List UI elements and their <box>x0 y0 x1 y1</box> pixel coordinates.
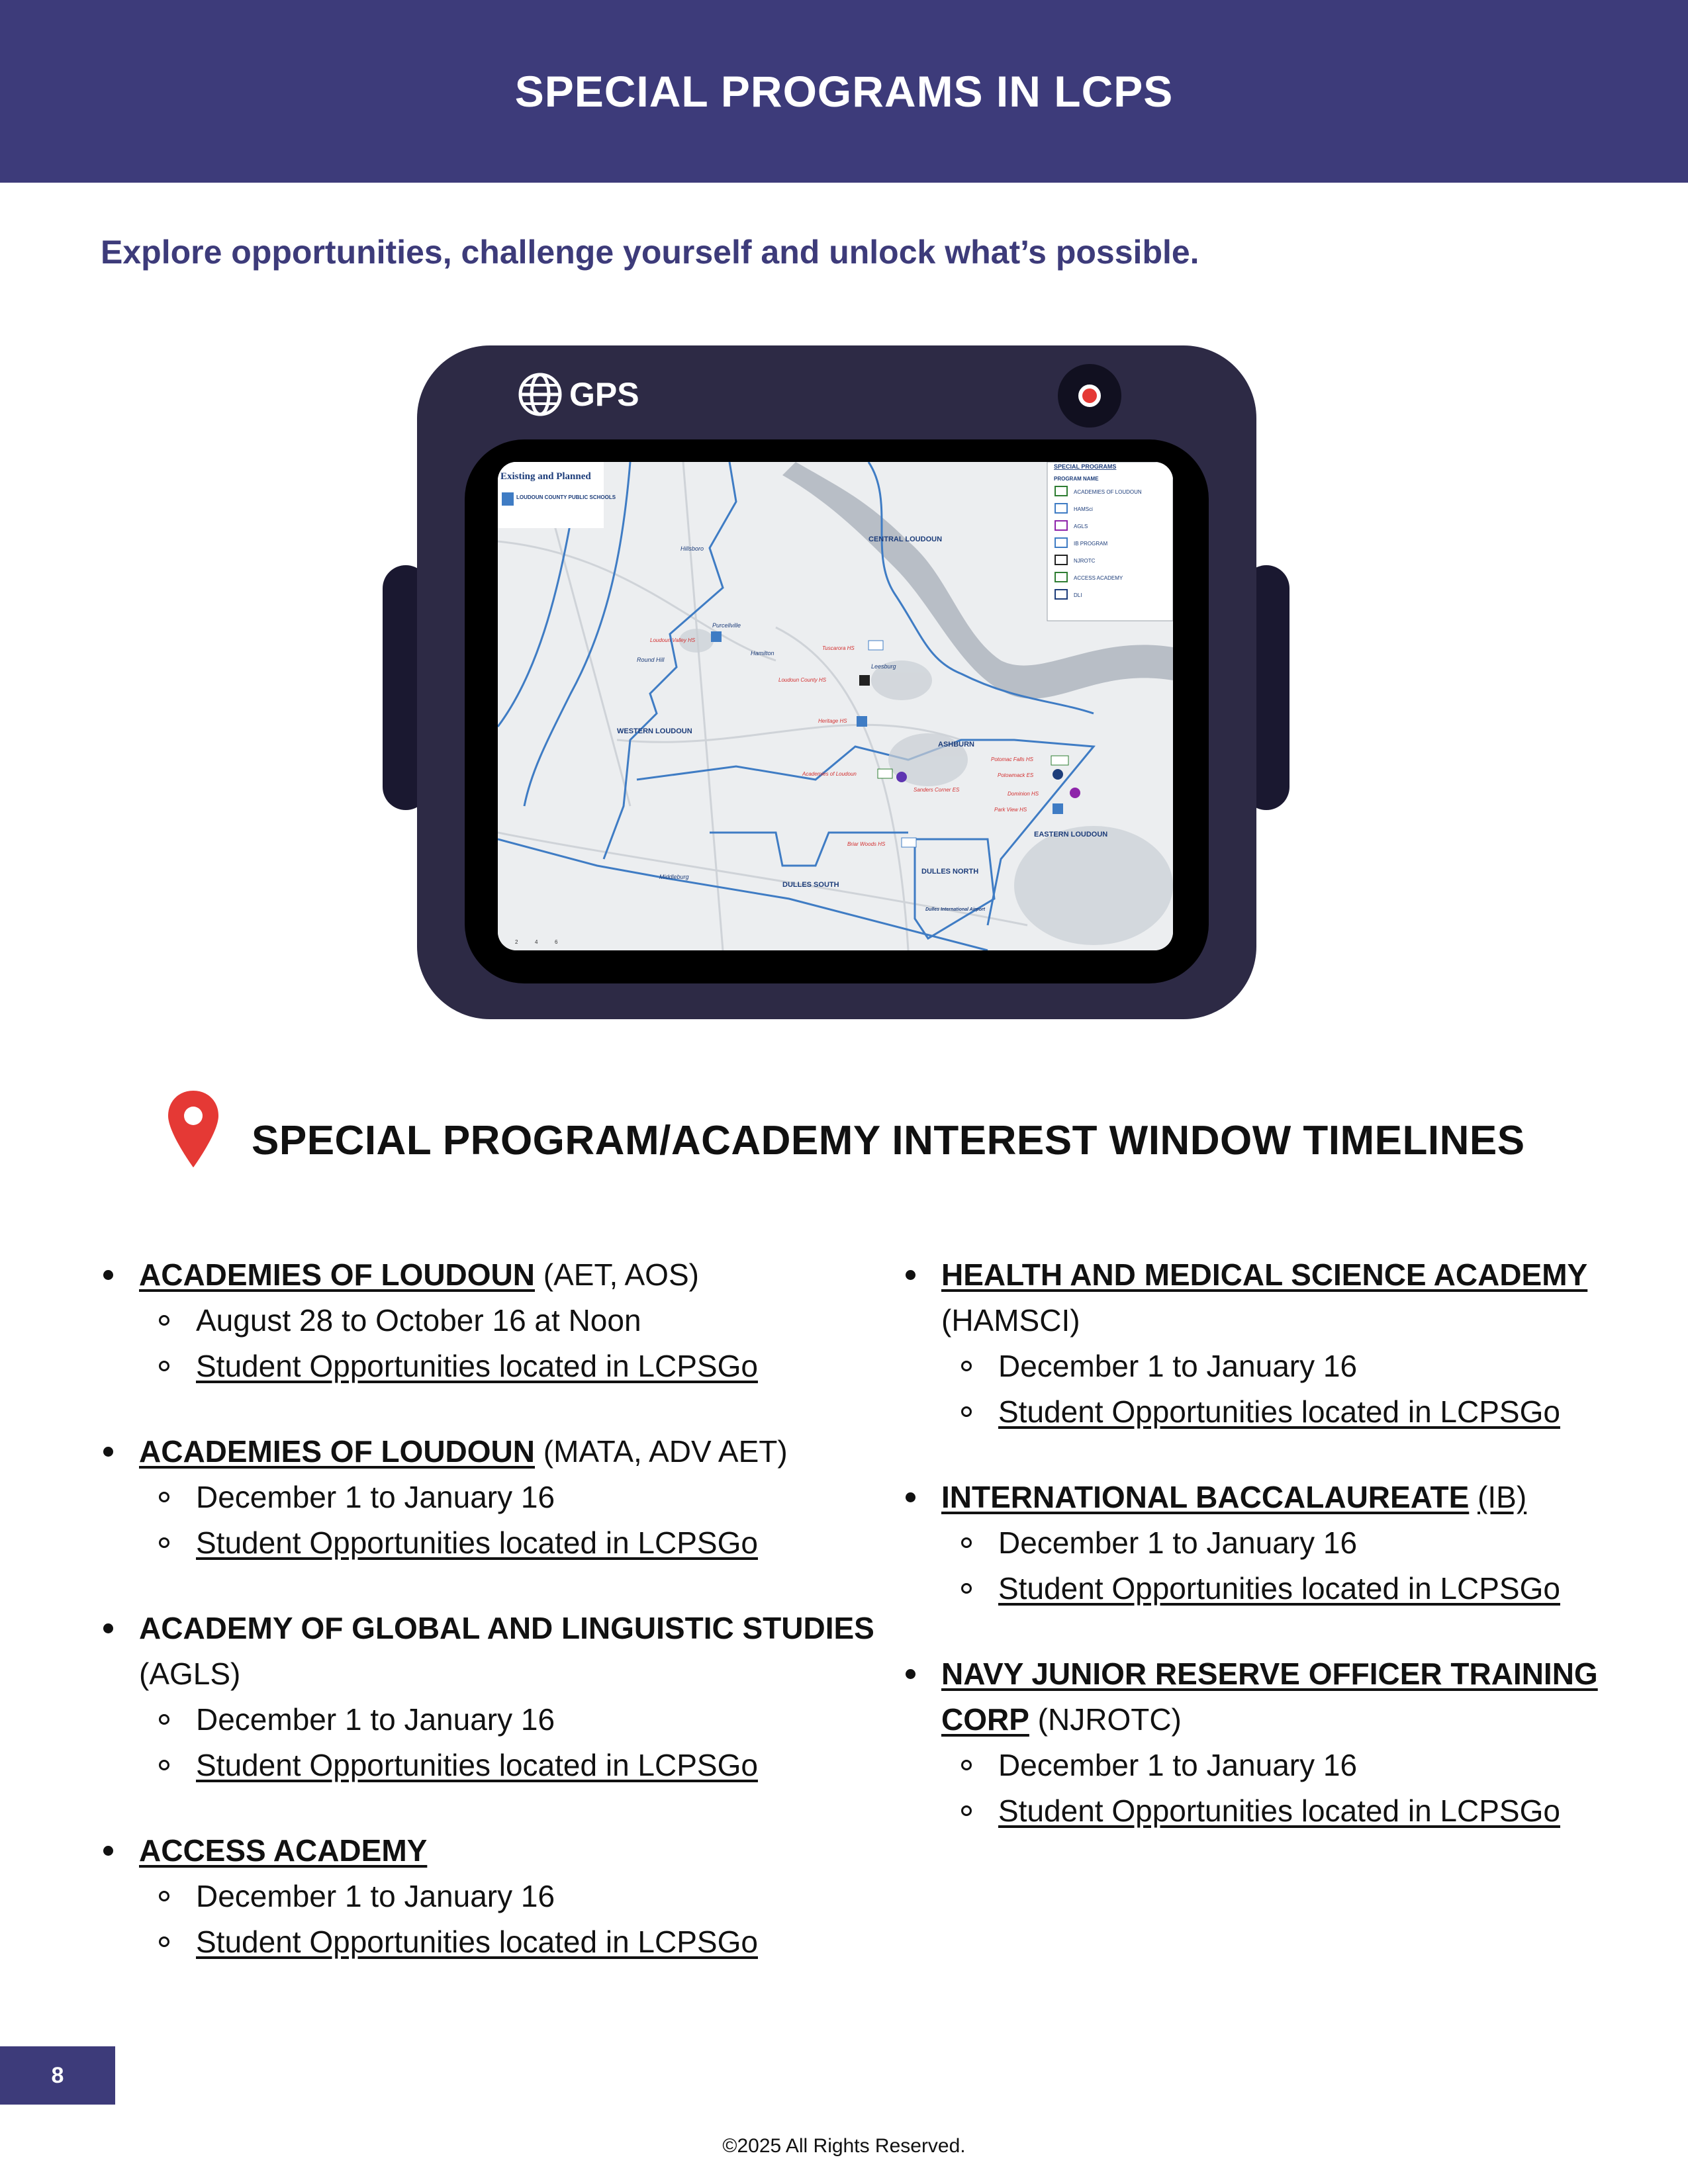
footer-copyright: ©2025 All Rights Reserved. <box>722 2135 966 2157</box>
legend-item: HAMSci <box>1074 506 1093 512</box>
program-abbr: (AGLS) <box>139 1657 241 1691</box>
program-item <box>99 1252 880 1389</box>
loudoun-map <box>498 462 1173 950</box>
opportunities-link[interactable]: Student Opportunities located in LCPSGo <box>902 1788 1617 1834</box>
program-link[interactable]: HEALTH AND MEDICAL SCIENCE ACADEMY <box>941 1257 1588 1292</box>
region-label: WESTERN LOUDOUN <box>617 727 692 735</box>
gps-label-text: GPS <box>569 376 639 413</box>
program-link[interactable]: ACADEMIES OF LOUDOUN <box>139 1257 535 1292</box>
opportunities-link[interactable]: Student Opportunities located in LCPSGo <box>99 1743 880 1788</box>
program-link[interactable]: NAVY JUNIOR RESERVE OFFICER TRAINING CORP <box>941 1657 1598 1737</box>
program-date: December 1 to January 16 <box>902 1343 1617 1389</box>
legend-item: ACADEMIES OF LOUDOUN <box>1074 489 1142 495</box>
program-name: ACADEMY OF GLOBAL AND LINGUISTIC STUDIES <box>139 1611 874 1645</box>
map-logo-text: LOUDOUN COUNTY PUBLIC SCHOOLS <box>516 494 616 500</box>
program-abbr-link[interactable]: (IB) <box>1477 1480 1527 1514</box>
airport-label: Dulles International Airport <box>925 907 985 912</box>
page-number: 8 <box>0 2046 115 2105</box>
legend-swatch <box>1055 486 1067 496</box>
legend-item: NJROTC <box>1074 558 1096 564</box>
town-label: Hamilton <box>751 650 774 657</box>
region-label: DULLES SOUTH <box>782 881 839 889</box>
legend-swatch <box>1055 555 1067 565</box>
legend-swatch <box>1055 572 1067 582</box>
program-date: December 1 to January 16 <box>902 1520 1617 1566</box>
program-link[interactable]: INTERNATIONAL BACCALAUREATE <box>941 1480 1470 1514</box>
school-label: Potomac Falls HS <box>991 756 1034 762</box>
program-item <box>902 1651 1617 1834</box>
town-label: Leesburg <box>871 663 896 670</box>
town-label: Purcellville <box>712 622 741 629</box>
opportunities-link[interactable]: Student Opportunities located in LCPSGo <box>902 1566 1617 1612</box>
town-label: Round Hill <box>637 657 665 663</box>
legend-item: DLI <box>1074 592 1082 598</box>
school-label: Briar Woods HS <box>847 841 886 847</box>
legend-item: ACCESS ACADEMY <box>1074 575 1123 581</box>
legend-item: AGLS <box>1074 523 1088 529</box>
school-label: Academies of Loudoun <box>802 771 857 777</box>
tagline: Explore opportunities, challenge yourself and unlock what’s possible. <box>101 234 1199 271</box>
map-title: Existing and Planned <box>500 471 591 482</box>
opportunities-link[interactable]: Student Opportunities located in LCPSGo <box>99 1919 880 1965</box>
program-date: August 28 to October 16 at Noon <box>99 1298 880 1343</box>
school-label: Potowmack ES <box>998 772 1034 778</box>
legend-subheading: PROGRAM NAME <box>1054 476 1099 482</box>
map-screen <box>498 462 1173 950</box>
legend-swatch <box>1055 590 1067 599</box>
page-header <box>0 0 1688 183</box>
legend-swatch <box>1055 504 1067 513</box>
program-date: December 1 to January 16 <box>99 1475 880 1520</box>
gps-device <box>417 345 1256 1019</box>
screen-bezel <box>465 439 1209 983</box>
region-label: DULLES NORTH <box>921 868 979 876</box>
program-link[interactable]: ACCESS ACADEMY <box>139 1833 428 1868</box>
school-label: Heritage HS <box>818 718 847 724</box>
page-title: SPECIAL PROGRAMS IN LCPS <box>514 67 1174 116</box>
scale-label: 6 <box>555 939 558 945</box>
programs-right-column <box>902 1252 1617 1874</box>
program-item <box>99 1606 880 1788</box>
opportunities-link[interactable]: Student Opportunities located in LCPSGo <box>902 1389 1617 1435</box>
scale-label: 2 <box>515 939 518 945</box>
scale-label: 4 <box>535 939 538 945</box>
gps-label <box>516 371 639 418</box>
opportunities-link[interactable]: Student Opportunities located in LCPSGo <box>99 1343 880 1389</box>
program-abbr: (NJROTC) <box>1029 1702 1182 1737</box>
program-item <box>99 1429 880 1566</box>
region-label: ASHBURN <box>938 741 974 749</box>
section-title: SPECIAL PROGRAM/ACADEMY INTEREST WINDOW TIMELINES <box>252 1118 1525 1163</box>
program-link[interactable]: ACADEMIES OF LOUDOUN <box>139 1434 535 1469</box>
opportunities-link[interactable]: Student Opportunities located in LCPSGo <box>99 1520 880 1566</box>
programs-left-column <box>99 1252 880 2005</box>
legend-heading: SPECIAL PROGRAMS <box>1054 463 1117 470</box>
town-label: Middleburg <box>659 874 689 880</box>
program-item <box>902 1252 1617 1435</box>
school-label: Loudoun Valley HS <box>650 637 696 643</box>
school-label: Tuscarora HS <box>822 645 855 651</box>
school-label: Sanders Corner ES <box>914 787 960 793</box>
program-date: December 1 to January 16 <box>99 1874 880 1919</box>
globe-icon <box>516 371 564 418</box>
program-abbr: (HAMSCI) <box>941 1303 1080 1338</box>
map-pin-icon <box>165 1089 221 1169</box>
school-label: Dominion HS <box>1008 791 1039 797</box>
legend-swatch <box>1055 538 1067 547</box>
program-date: December 1 to January 16 <box>902 1743 1617 1788</box>
program-item <box>99 1828 880 1965</box>
region-label: CENTRAL LOUDOUN <box>868 535 943 543</box>
school-label: Park View HS <box>994 807 1027 813</box>
legend-item: IB PROGRAM <box>1074 541 1108 547</box>
program-abbr: (AET, AOS) <box>535 1257 699 1292</box>
school-label: Loudoun County HS <box>778 677 827 683</box>
camera-icon <box>1058 364 1121 428</box>
program-item <box>902 1475 1617 1612</box>
program-abbr: (MATA, ADV AET) <box>535 1434 788 1469</box>
program-date: December 1 to January 16 <box>99 1697 880 1743</box>
legend-swatch <box>1055 521 1067 530</box>
town-label: Hillsboro <box>680 545 704 552</box>
region-label: EASTERN LOUDOUN <box>1034 831 1108 839</box>
